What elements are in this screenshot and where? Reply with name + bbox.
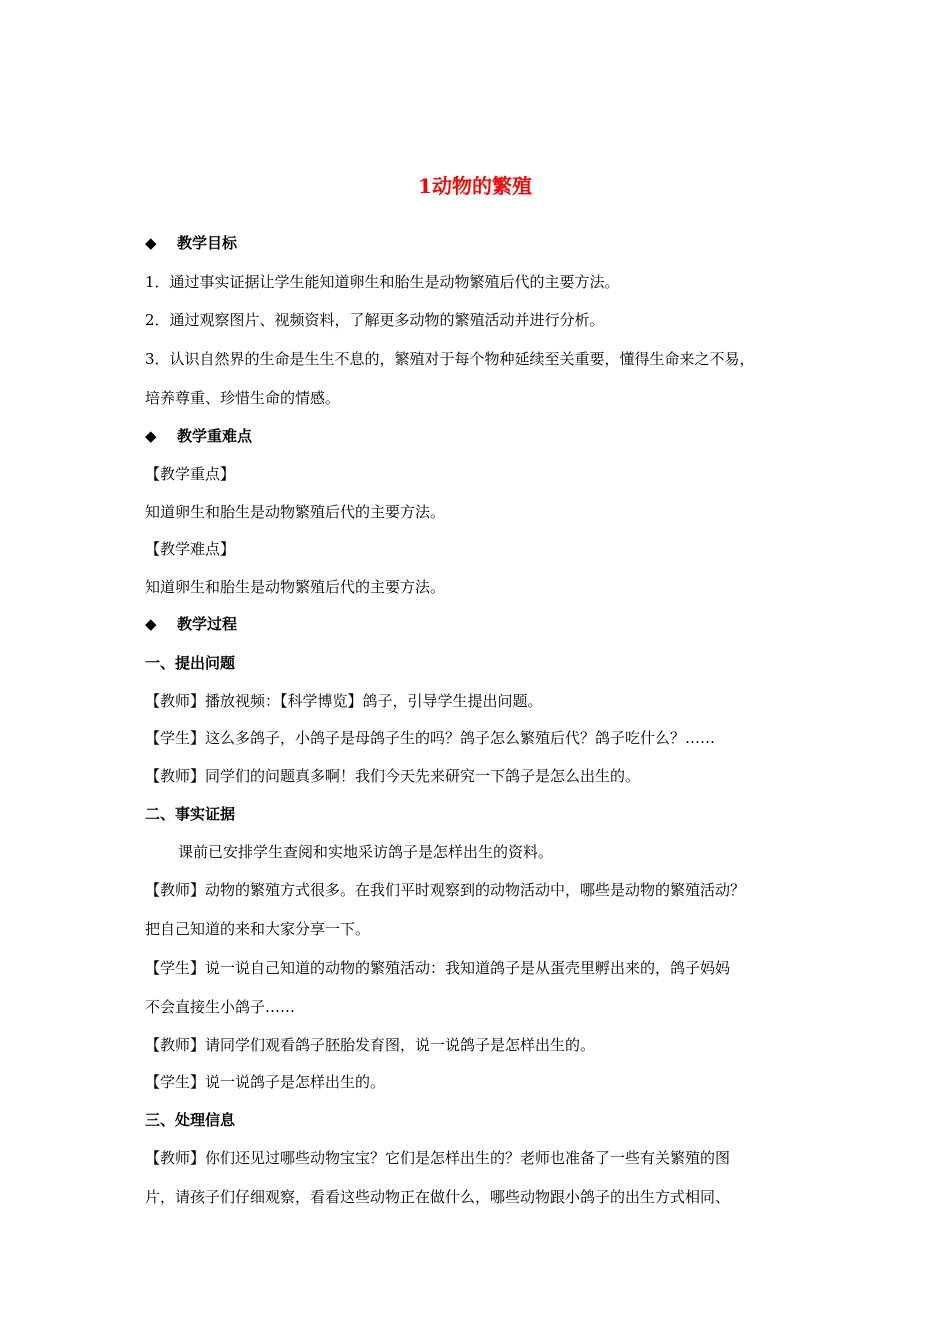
dialogue-line: 【学生】说一说鸽子是怎样出生的。	[145, 1073, 386, 1091]
dialogue-line: 【学生】这么多鸽子，小鸽子是母鸽子生的吗？鸽子怎么繁殖后代？鸽子吃什么？……	[145, 729, 716, 747]
goal-item-continued: 培养尊重、珍惜生命的情感。	[145, 389, 341, 407]
heading-goals: ◆ 教学目标	[145, 234, 238, 252]
dialogue-line-continued: 片，请孩子们仔细观察，看看这些动物正在做什么，哪些动物跟小鸽子的出生方式相同、	[145, 1188, 731, 1206]
heading-key-points: ◆ 教学重难点	[145, 427, 253, 445]
diamond-bullet-icon: ◆	[145, 615, 157, 633]
dialogue-line: 【教师】请同学们观看鸽子胚胎发育图，说一说鸽子是怎样出生的。	[145, 1036, 596, 1054]
key-point-label: 【教学重点】	[145, 465, 236, 483]
dialogue-line-continued: 把自己知道的来和大家分享一下。	[145, 920, 371, 938]
dialogue-line-continued: 不会直接生小鸽子……	[145, 998, 296, 1016]
subheading-evidence: 二、事实证据	[145, 805, 236, 823]
dialogue-line: 【教师】播放视频：【科学博览】鸽子，引导学生提出问题。	[145, 692, 543, 710]
goal-item: 2．通过观察图片、视频资料，了解更多动物的繁殖活动并进行分析。	[145, 311, 605, 329]
dialogue-line: 【教师】动物的繁殖方式很多。在我们平时观察到的动物活动中，哪些是动物的繁殖活动？	[145, 881, 746, 899]
dialogue-line: 【教师】同学们的问题真多啊！我们今天先来研究一下鸽子是怎么出生的。	[145, 767, 641, 785]
difficulty-label: 【教学难点】	[145, 540, 236, 558]
paragraph-line: 课前已安排学生查阅和实地采访鸽子是怎样出生的资料。	[178, 843, 554, 861]
subheading-process-info: 三、处理信息	[145, 1111, 236, 1129]
diamond-bullet-icon: ◆	[145, 234, 157, 252]
goal-item: 1．通过事实证据让学生能知道卵生和胎生是动物繁殖后代的主要方法。	[145, 273, 620, 291]
heading-process: ◆ 教学过程	[145, 615, 238, 633]
key-point-text: 知道卵生和胎生是动物繁殖后代的主要方法。	[145, 503, 446, 521]
difficulty-text: 知道卵生和胎生是动物繁殖后代的主要方法。	[145, 578, 446, 596]
page-title: 1动物的繁殖	[418, 174, 532, 198]
dialogue-line: 【学生】说一说自己知道的动物的繁殖活动：我知道鸽子是从蛋壳里孵出来的，鸽子妈妈	[145, 959, 731, 977]
subheading-raise-questions: 一、提出问题	[145, 654, 236, 672]
goal-item: 3．认识自然界的生命是生生不息的，繁殖对于每个物种延续至关重要，懂得生命来之不易，	[145, 350, 755, 368]
diamond-bullet-icon: ◆	[145, 427, 157, 445]
dialogue-line: 【教师】你们还见过哪些动物宝宝？它们是怎样出生的？老师也准备了一些有关繁殖的图	[145, 1149, 731, 1167]
